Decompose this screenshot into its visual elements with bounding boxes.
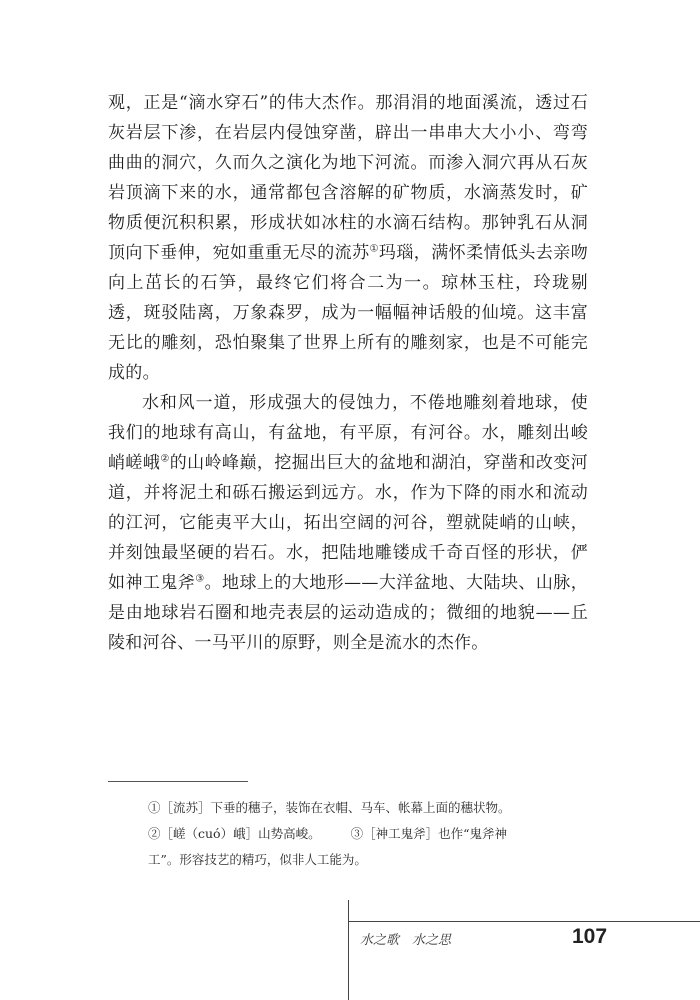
footnote-2-3-line — [148, 821, 588, 847]
paragraph-2 — [108, 388, 588, 658]
paragraph-1 — [108, 88, 588, 388]
running-footer-title: 水之歌 水之思 — [360, 933, 452, 948]
main-text — [108, 88, 588, 658]
footnote-2: ②［嵯（cuó）峨］山势高峻。 — [148, 826, 321, 841]
page-number: 107 — [572, 925, 608, 948]
paragraph-2-text-c: 。地球上的大地形——大洋盆地、大陆块、山脉，是由地球岩石圈和地壳表层的运动造成的；微细的地貌——丘陵和河谷、一马平川的原野，则全是流水的杰作。 — [108, 573, 588, 653]
footnote-divider — [108, 781, 248, 782]
paragraph-1-text-a: 观，正是“滴水穿石”的伟大杰作。那涓涓的地面溪流，透过石灰岩层下渗，在岩层内侵蚀穿凿，辟出一串串大大小小、弯弯曲曲的洞穴，久而久之演化为地下河流。而渗入洞穴再从石灰岩顶滴下来的水，通常都包含溶解的矿物质，水滴蒸发时，矿物质便沉积积累，形成状如冰柱的水滴石结构。那钟乳石从洞顶向下垂伸，宛如重重无尽的流苏 — [108, 93, 588, 263]
footer-horizontal-rule — [348, 921, 700, 922]
footnote-ref-2: ② — [160, 453, 170, 465]
footnote-3-start: ③［神工鬼斧］也作“鬼斧神 — [350, 826, 507, 841]
footer-vertical-rule — [348, 900, 349, 1000]
paragraph-2-text-a: 水和风一道，形成强大的侵蚀力，不倦地雕刻着地球，使我们的地球有高山，有盆地，有平原，有河谷。水，雕刻出峻峭嵯峨 — [108, 393, 588, 473]
paragraph-1-text-b: 玛瑙，满怀柔情低头去亲吻向上茁长的石笋，最终它们将合二为一。琼林玉柱，玲珑剔透，斑驳陆离，万象森罗，成为一幅幅神话般的仙境。这丰富无比的雕刻，恐怕聚集了世界上所有的雕刻家，也是不可能完成的。 — [108, 243, 588, 383]
footnotes — [148, 795, 588, 873]
footnote-1: ①［流苏］下垂的穗子，装饰在衣帽、马车、帐幕上面的穗状物。 — [148, 800, 511, 815]
footnote-3-end: 工”。形容技艺的精巧，似非人工能为。 — [148, 852, 367, 867]
footnote-ref-1: ① — [369, 243, 379, 255]
paragraph-2-text-b: 的山岭峰巅，挖掘出巨大的盆地和湖泊，穿凿和改变河道，并将泥土和砾石搬运到远方。水，作为下降的雨水和流动的江河，它能夷平大山，拓出空阔的河谷，塑就陡峭的山峡，并刻蚀最坚硬的岩石。水，把陆地雕镂成千奇百怪的形状，俨如神工鬼斧 — [108, 453, 589, 593]
footnote-ref-3: ③ — [195, 573, 205, 585]
